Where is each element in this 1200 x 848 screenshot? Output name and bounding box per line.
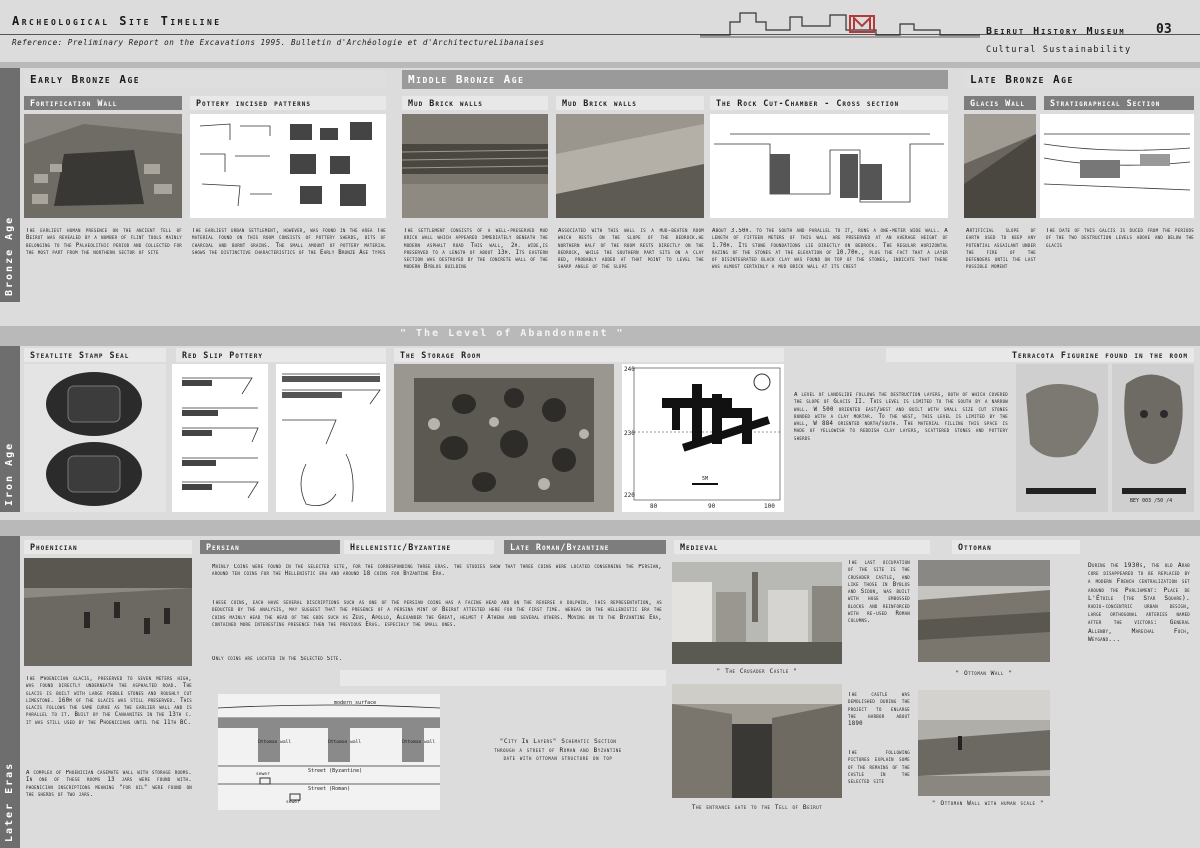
medieval-text: The last occupation of the site is the crusader castle, and like those in Byblos and Sidon, was built with huge embossed blocks and reinforced with re-used Roman columns. (848, 560, 910, 625)
rock-chamber-label: The Rock Cut-Chamber - Cross section (710, 96, 948, 110)
ottoman-human-caption: " Ottoman Wall with human scale " (931, 800, 1045, 807)
later-side-label: Later Eras (4, 761, 15, 842)
city-layers-section (218, 694, 440, 810)
later-top-band (0, 520, 1200, 536)
fortification-photo (24, 114, 182, 218)
middle-bronze-title: Middle Bronze Age (402, 70, 948, 89)
pottery-text: The earliest urban settlement, however, was found in the area The material found on this room consists of pottery sherds, bits of charcoal and burnt grains. The small amount of pottery material shows the distinctive characteristics of the Early Bronze Age types (192, 228, 386, 256)
bronze-side-bar (0, 68, 20, 302)
museum-name: Beirut History Museum (986, 26, 1126, 37)
medieval-text-2: The castle was demolished during the project to enlarge the harbor about 1890 (848, 692, 910, 728)
terracota-label: Terracota Figurine found in the room (886, 348, 1194, 362)
figurine-code: BEY 003 /50 /4 (1130, 498, 1173, 504)
plan-y-tick-240: 240 (624, 366, 635, 373)
stratigraphical-drawing (1040, 114, 1194, 218)
storage-room-photo (394, 364, 614, 512)
ottoman-wall-photo (918, 560, 1050, 662)
section-ottoman-wall-1: Ottoman wall (258, 740, 292, 745)
mud-brick-label-1: Mud Brick walls (402, 96, 548, 110)
red-slip-drawing-1 (172, 364, 268, 512)
entrance-gate-caption: The entrance gate to the Tell of Beirut (691, 804, 823, 811)
phoenician-text-2: A complex of Phoenician casemate wall with storage rooms. In one of these rooms 13 jars were found with. phoenician inscriptions meaning "for oil" were found on the sherds of two jars. (26, 770, 192, 798)
section-modern-surface: modern surface (334, 700, 377, 706)
mud-brick-photo-2 (556, 114, 704, 218)
coins-blank-strip (340, 670, 666, 686)
page-number: 03 (1156, 22, 1172, 37)
glacis-photo (964, 114, 1036, 218)
figurine-photo-1 (1016, 364, 1108, 512)
phoenician-label: Phoenician (24, 540, 192, 554)
stamp-seal-photo (24, 364, 166, 512)
glacis-label: Glacis Wall (964, 96, 1036, 110)
red-slip-label: Red Slip Pottery (176, 348, 386, 362)
section-sewer-2: sewer (286, 800, 300, 805)
later-side-bar (0, 536, 20, 848)
crusader-castle-photo (672, 562, 842, 664)
pottery-label: Pottery incised patterns (190, 96, 386, 110)
persian-label: Persian (200, 540, 340, 554)
bronze-top-band (0, 62, 1200, 68)
crusader-castle-caption: " The Crusader Castle " (716, 668, 798, 675)
city-layers-caption: "City In Layers" Schematic Section through a street of Roman and Byzantine date with ottoman structure on top (494, 738, 622, 762)
stratigraphical-label: Stratigraphical Section (1044, 96, 1194, 110)
coins-text-3: Only coins are located in the Selected Site. (212, 656, 343, 662)
page-title: Archeological Site Timeline (12, 14, 222, 28)
plan-x-tick-100: 100 (764, 503, 775, 510)
fortification-label: Fortification Wall (24, 96, 182, 110)
ottoman-label: Ottoman (952, 540, 1080, 554)
medieval-text-3: The following pictures explain some of the remains of the castle in the selected site (848, 750, 910, 786)
section-ottoman-wall-2: Ottoman wall (328, 740, 362, 745)
plan-y-tick-220: 220 (624, 492, 635, 499)
plan-x-tick-90: 90 (708, 503, 716, 510)
plan-scale-label: 5M (702, 476, 709, 482)
late-bronze-title: Late Bronze Age (964, 70, 1200, 89)
glacis-text: Artificial slope of earth used to keep any potential assailant under the fire of the defenders until the last possible moment (966, 228, 1036, 271)
abandonment-text: A level of landslide follows the destruction layers, both of which covered the slope of Glacis II. This level is limited to the south by a narrow wall. W 500 oriented east/west and built with small size cut stones bonded with a clay mortar. To the west, this level is limited by the wall, W 884 oriented north/south. The material filling this space is made of yellowish to reddish clay layers, scattered stones and pottery sherds (794, 392, 1008, 442)
section-ottoman-wall-3: Ottoman wall (402, 740, 436, 745)
plan-y-tick-230: 230 (624, 430, 635, 437)
abandonment-banner: " The Level of Abandonment " (400, 328, 625, 339)
reference-line: Reference: Preliminary Report on the Excavations 1995. Bulletin d'Archéologie et d'ArchitectureLibanaises (12, 38, 545, 47)
coins-text-2: These coins, each have several discriptions such as one of the persian coins has a facing head and on the reverse a dolphin. This representation, as deducted by the analysis, may suggest that the presence of a persina mint of Beirut attested here for the first time. wereas in the hellenistic era the coins mainly head the head of the gods such as Zeus, Apollo, Alexander the Great, helmet f Athena and several others. Moving on to the Byzantine Era, contained more interesting presence then the previous Eras. especialy the small ones. (212, 600, 662, 628)
pottery-drawings (190, 114, 386, 218)
mud-brick-text-1: The settlement consists of a well-preserved mud brick wall which appeared immediately beneath the modern asphalt road This wall, 2m. wide,is preserved to a length of about 13m. Its eastern section was destroyed by the concrete wall of the modern Byblos building (404, 228, 548, 271)
section-street-byzantine: Street (Byzantine) (308, 768, 363, 774)
storage-room-label: The Storage Room (394, 348, 784, 362)
skyline-logo (700, 4, 980, 44)
iron-side-bar (0, 346, 20, 512)
section-street-roman: Street (Roman) (308, 786, 351, 792)
early-bronze-title: Early Bronze Age (24, 70, 386, 89)
medieval-label: Medieval (674, 540, 930, 554)
iron-side-label: Iron Age (4, 441, 15, 506)
bronze-side-label: Bronze Age (4, 215, 15, 296)
hellenistic-label: Hellenistic/Byzantine (344, 540, 494, 554)
ottoman-wall-caption: " Ottoman Wall " (955, 670, 1013, 677)
ottoman-human-photo (918, 690, 1050, 796)
mud-brick-text-2: Associated with this wall is a mud-beaten room which rests on the slope of the bedrock.he northern half of the room rests directly on the bedrock, while the southern part sits on a clay bed, probably added at that point to level the sharp angle of the slope (558, 228, 704, 271)
entrance-gate-photo (672, 684, 842, 798)
rock-chamber-text: About 3.50m. to the south and parallel to it, runs a one-meter wide wall. A length of fifteen meters of this wall are preserved at an average height of 1.70m. Its stone foundations lie directly on bedrock. The regular horizontal razing of the stones at the elevation of 10.70m., plus the fact that a layer of disintegrated black clay was found on top of the stones, indicate that there was almost certainly a mud brick wall at its crest (712, 228, 948, 271)
phoenician-photo (24, 558, 192, 666)
fortification-text: The earliest human presence on the ancient tell of Beirut was revealed by a number of flint tools mainly belonging to the Palaeolithic period and collected for the most part from the northern sector of site (26, 228, 182, 256)
plan-x-tick-80: 80 (650, 503, 658, 510)
phoenician-text: The Phoenician glacis, preserved to seven meters high, was found directly underneath the asphalted road. The glacis is built with large pebble stones and roughly cut limestone. 160m of the glacis was still preserved. This glacis follows the same curve as the earlier wall and is parallel to it. Built by the Canaanites in the 13th c. it was still used by the Phoenicians until the 11th BC. (26, 676, 192, 726)
mud-brick-label-2: Mud Brick walls (556, 96, 704, 110)
header-subtitle: Cultural Sustainability (986, 45, 1132, 55)
stratigraphical-text: The date of this galcis is duced from the periods of the two destruction levels above and below the glacis (1046, 228, 1194, 249)
red-slip-drawing-2 (276, 364, 386, 512)
coins-text-1: Mainly Coins were found in the selected site, for the corresponding three eras. the studies show that three coins were located conserning the Persian, around ten coins for the Hellenistic era and around 18 coins for Byzantine Era. (212, 564, 662, 578)
figurine-photo-2 (1112, 364, 1194, 512)
section-sewer-1: sewer (256, 772, 270, 777)
rock-chamber-section (710, 114, 948, 218)
mud-brick-photo-1 (402, 114, 548, 218)
ottoman-text: During the 1930s, the old Arab core disappeared to be replaced by a modern French centralization set around the Parliament: Place de L'Étoile (the Star Square). radio-concentric urban design, large orthogonal arteries named after the victors: General Allenby, Marechal Foch, Weygand... (1088, 562, 1190, 643)
stamp-seal-label: Steatlite Stamp Seal (24, 348, 166, 362)
late-roman-label: Late Roman/Byzantine (504, 540, 666, 554)
storage-room-plan (622, 364, 784, 512)
